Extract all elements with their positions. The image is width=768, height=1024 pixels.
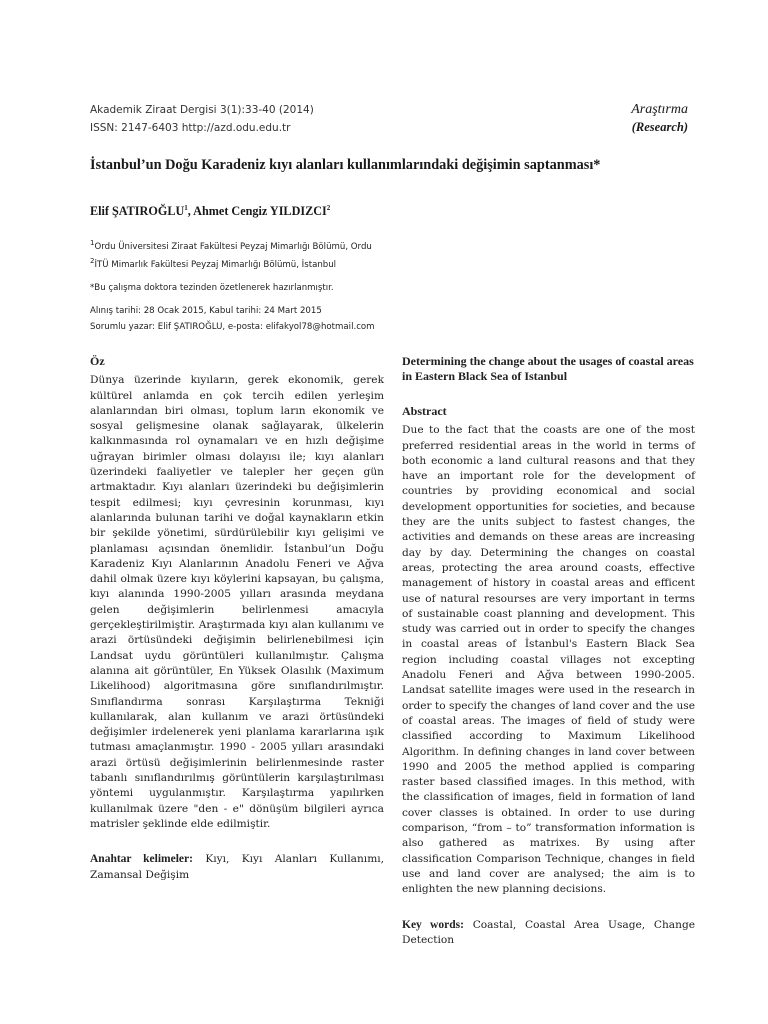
oz-heading: Öz [90, 354, 105, 368]
thesis-note: *Bu çalışma doktora tezinden özetlenerek hazırlanmıştır. [90, 283, 334, 293]
turkish-keywords-text: Kıyı, Kıyı Alanları Kullanımı, Zamansal Değişim [90, 853, 384, 881]
journal-issn: ISSN: 2147-6403 http://azd.odu.edu.tr [90, 122, 291, 134]
affiliation-text: İTÜ Mimarlık Fakültesi Peyzaj Mimarlığı Bölümü, İstanbul [94, 260, 337, 270]
author-separator: , [187, 204, 194, 218]
author-name: Ahmet Cengiz YILDIZCI [193, 204, 327, 218]
english-keywords-label: Key words: [402, 918, 464, 931]
oz-text: Dünya üzerinde kıyıların, gerek ekonomik, gerek kültürel anlamda en çok tercih edilen yerleşim alanlarından biri olması, toplum ların ekonomik ve sosyal gelişmesine olanak sağlayarak, ülkelerin kalkınmasında rol oynamaları ve en hızlı değişime uğrayan birimler olması dolayısı ile; kıyı alanları üzerindeki faaliyetler ve talepler her geçen gün artmaktadır. Kıyı alanları üzerindeki bu değişimlerin tespit edilmesi; kıyı çevresinin korunması, kıyı alanlarında bulunan tarihi ve doğal kaynakların etkin bir şekilde yönetimi, sürdürülebilir kıyı gelişimi ve planlaması açısından önemlidir. İstanbul’un Doğu Karadeniz Kıyı Alanlarının Anadolu Feneri ve Ağva dahil olmak üzere kıyı köylerini kapsayan, bu çalışma, kıyı alanında 1990-2005 yılları arasında meydana gelen değişimlerin belirlenmesi amacıyla gerçekleştirilmiştir. Araştırmada kıyı alan kullanımı ve arazi örtüsündeki değişimin belirlenebilmesi için Landsat uydu görüntüleri kullanılmıştır. Çalışma alanına ait görüntüler, En Yüksek Olasılık (Maximum Likelihood) algoritmasına göre sınıflandırılmıştır. Sınıflandırma sonrası Karşılaştırma Tekniği kullanılarak, alan kullanım ve arazi örtüsündeki değişimler irdelenerek yeni planlama kararlarına ışık tutması amaçlanmıştır. 1990 - 2005 yılları arasındaki arazi örtüsü değişimlerinin belirlenmesinde raster tabanlı sınıflandırılmış görüntülerin karşılaştırılması yöntemi uygulanmıştır. Karşılaştırma yapılırken kullanılmak üzere "den - e" dönüşüm bilgileri ayrıca matrisler şeklinde elde edilmiştir. [90, 374, 384, 830]
affiliation-mark: 2 [90, 257, 95, 266]
affiliation-mark: 1 [90, 239, 95, 248]
author-list [90, 204, 330, 219]
author-affiliation-mark: 2 [326, 203, 331, 212]
article-type-tr: Araştırma [631, 102, 688, 117]
affiliation [90, 257, 337, 270]
english-keywords [402, 918, 695, 949]
abstract-heading: Abstract [402, 404, 447, 418]
turkish-keywords-label: Anahtar kelimeler: [90, 853, 193, 866]
received-accepted-dates: Alınış tarihi: 28 Ocak 2015, Kabul tarihi: 24 Mart 2015 [90, 306, 322, 316]
english-title: Determining the change about the usages of coastal areas in Eastern Black Sea of Istanbul [402, 354, 694, 383]
article-type [631, 101, 688, 135]
english-keywords-text: Coastal, Coastal Area Usage, Change Detection [402, 918, 695, 946]
paper-title: İstanbul’un Doğu Karadeniz kıyı alanları kullanımlarındaki değişimin saptanması* [90, 157, 601, 173]
article-type-en: (Research) [631, 120, 688, 134]
abstract-text: Due to the fact that the coasts are one of the most preferred residential areas in the world in terms of both economic a land cultural reasons and that they have an important role for the development of countries by providing economical and social development opportunities for societies, and because they are the units subject to fastest changes, the activities and demands on these areas are increasing day by day. Determining the changes on coastal areas, protecting the area around coasts, effective management of history in coastal areas and efficent use of natural resourses are very important in terms of sustainable coast planning and development. This study was carried out in order to specify the changes in coastal areas of İstanbul's Eastern Black Sea region including coastal villages not excepting Anadolu Feneri and Ağva between 1990-2005. Landsat satellite images were used in the research in order to specify the changes of land cover and the use of coastal areas. The images of field of study were classified according to Maximum Likelihood Algorithm. In defining changes in land cover between 1990 and 2005 the method applied is comparing raster based classified images. In this method, with the classification of images, field in formation of land cover classes is obtained. In order to use during comparison, “from – to” transformation information is also gathered as matrixes. By using after classification Comparison Technique, changes in field use and land cover are analysed; the aim is to enlighten the new planning decisions. [402, 424, 695, 896]
turkish-abstract-column [90, 354, 384, 883]
turkish-keywords [90, 852, 384, 883]
affiliation [90, 239, 372, 252]
english-abstract-column [402, 354, 695, 948]
affiliation-text: Ordu Üniversitesi Ziraat Fakültesi Peyzaj Mimarlığı Bölümü, Ordu [94, 242, 372, 252]
journal-info [90, 101, 314, 137]
author-affiliation-mark: 1 [184, 203, 188, 212]
corresponding-author: Sorumlu yazar: Elif ŞATIROĞLU, e-posta: elifakyol78@hotmail.com [90, 322, 375, 332]
journal-citation: Akademik Ziraat Dergisi 3(1):33-40 (2014) [90, 104, 314, 116]
author-name: Elif ŞATIROĞLU [90, 204, 185, 218]
